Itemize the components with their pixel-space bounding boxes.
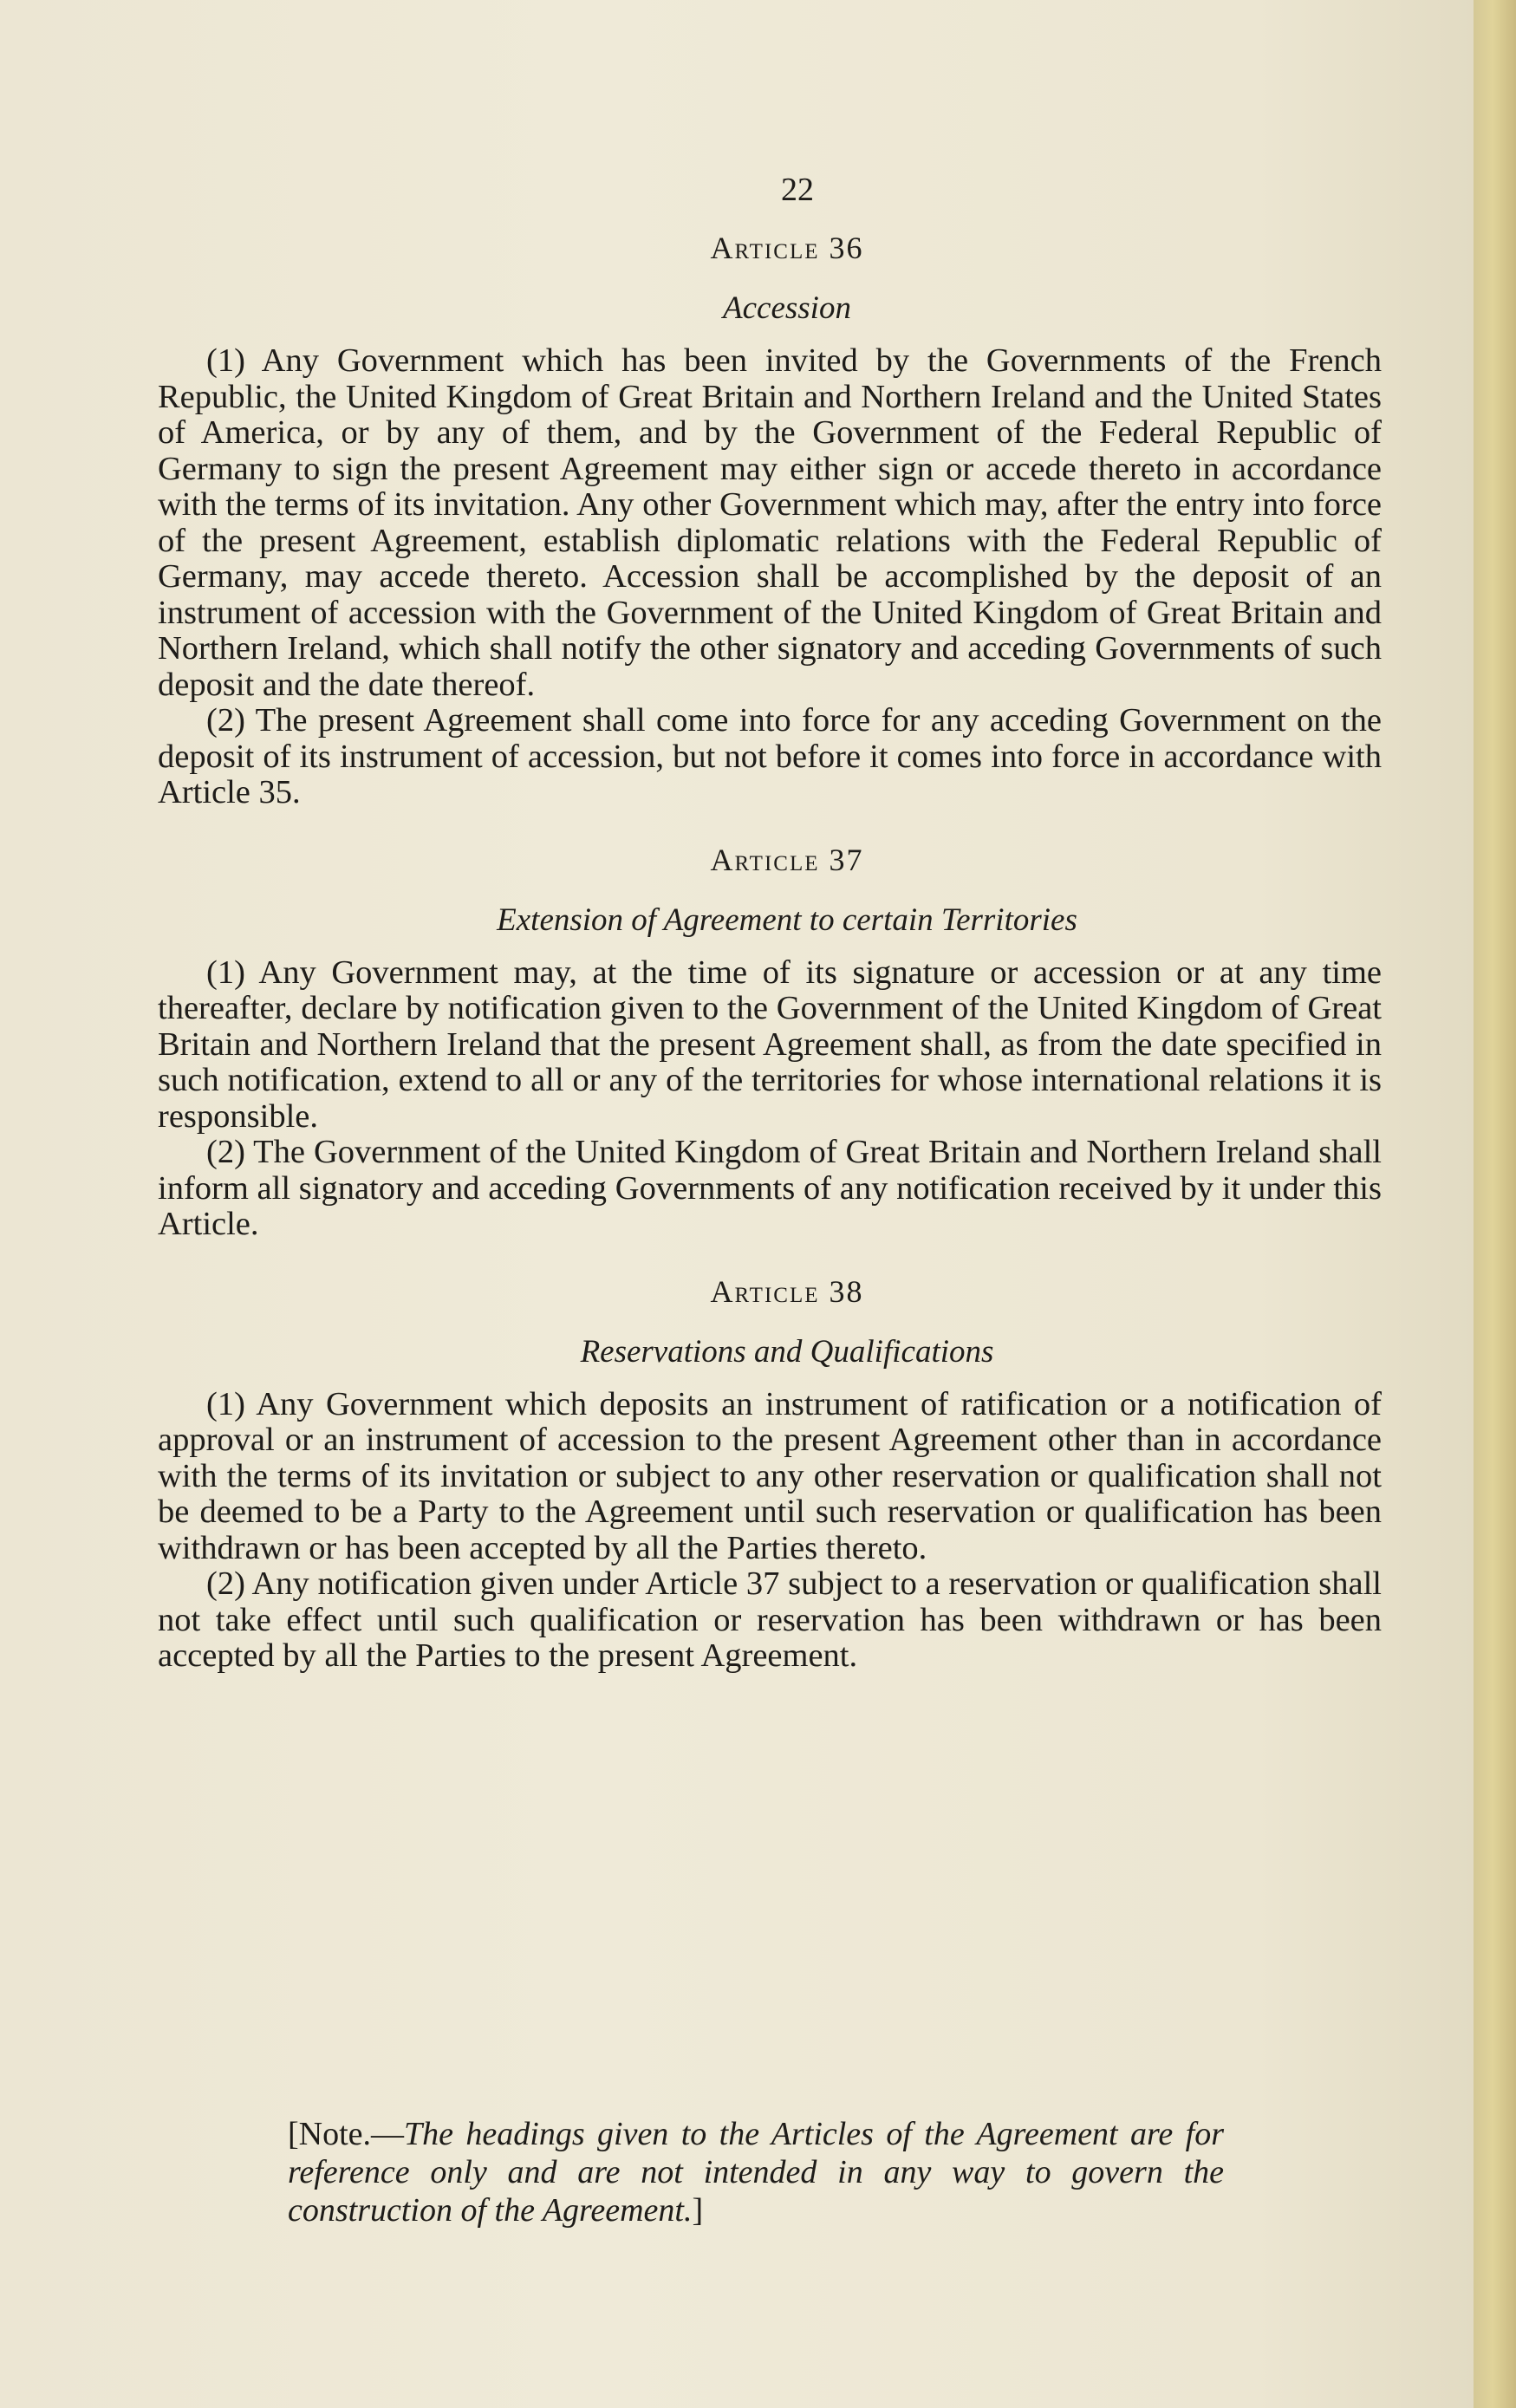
paragraph: (1) Any Government which deposits an instrument of ratification or a notification of approval or an instrument of accession to the present Agreement other than in accordance with the terms of its invitation or subject to any other reservation or qualification shall not be deemed to be a Party to the Agreement until such reservation or qualification has been withdrawn or has been accepted by all the Parties thereto. [158, 1385, 1382, 1566]
editorial-note [288, 2115, 1224, 2229]
paragraph: (2) Any notification given under Article 37 subject to a reservation or qualification shall not take effect until such qualification or reservation has been withdrawn or has been accepted by all the Parties to the present Agreement. [158, 1565, 1382, 1674]
article-heading: Article 38 [710, 1273, 864, 1309]
paragraph: (2) The present Agreement shall come into force for any acceding Government on the deposit of its instrument of accession, but not before it comes into force in accordance with Article 35. [158, 702, 1382, 810]
page-content [158, 170, 1382, 1675]
note-open: [Note.— [288, 2116, 405, 2152]
page-edge [1474, 0, 1516, 2408]
article-heading: Article 36 [710, 231, 864, 265]
article-36 [158, 229, 1382, 811]
article-38 [158, 1272, 1382, 1675]
article-title: Reservations and Qualifications [580, 1333, 994, 1370]
article-title: Extension of Agreement to certain Territories [497, 901, 1077, 938]
page-number: 22 [781, 172, 814, 208]
paragraph: (2) The Government of the United Kingdom of Great Britain and Northern Ireland shall inform all signatory and acceding Governments of any notification received by it under this Article. [158, 1134, 1382, 1242]
article-heading: Article 37 [710, 842, 864, 877]
paragraph: (1) Any Government which has been invited by the Governments of the French Republic, the United Kingdom of Great Britain and Northern Ireland and the United States of America, or by any of them, and by the Government of the Federal Republic of Germany to sign the present Agreement may either sign or accede thereto in accordance with the terms of its invitation. Any other Government which may, after the entry into force of the present Agreement, establish diplomatic relations with the Federal Republic of Germany, may accede thereto. Accession shall be accomplished by the deposit of an instrument of accession with the Government of the United Kingdom of Great Britain and Northern Ireland, which shall notify the other signatory and acceding Governments of such deposit and the date thereof. [158, 342, 1382, 703]
note-close: ] [692, 2192, 704, 2229]
note-text: The headings given to the Articles of the Agreement are for reference only and are not intended in any way to govern the construction of the Agreement. [288, 2116, 1224, 2229]
article-title: Accession [723, 290, 851, 326]
paragraph: (1) Any Government may, at the time of its signature or accession or at any time thereafter, declare by notification given to the Government of the United Kingdom of Great Britain and Northern Ireland that the present Agreement shall, as from the date specified in such notification, extend to all or any of the territories for whose international relations it is responsible. [158, 953, 1382, 1135]
article-37 [158, 841, 1382, 1243]
